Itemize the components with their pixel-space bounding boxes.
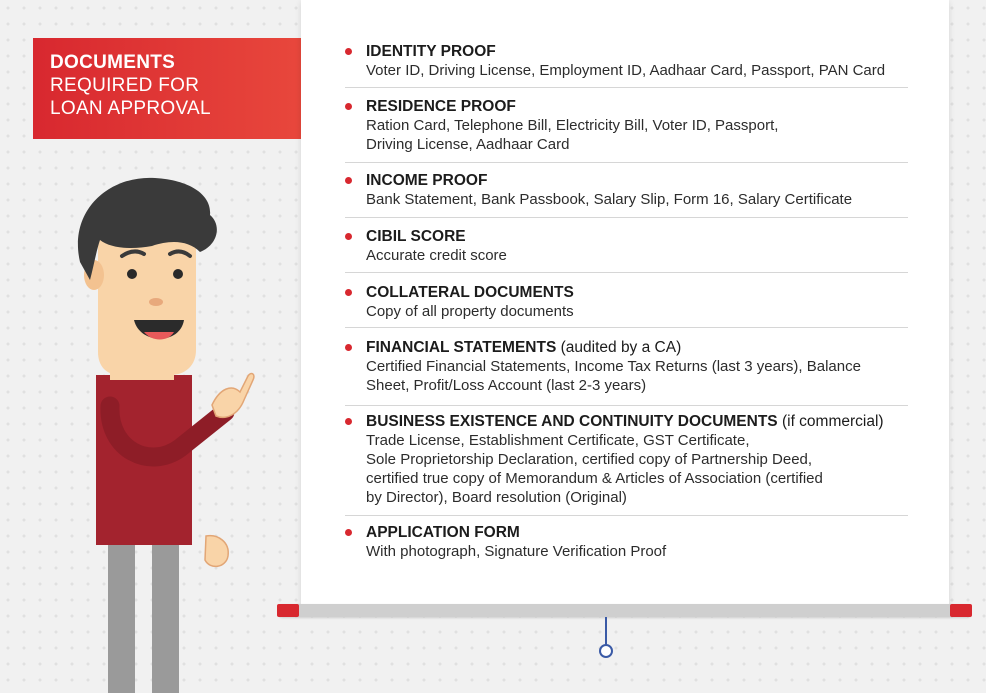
item-title-suffix: (if commercial) (777, 413, 884, 430)
item-title: RESIDENCE PROOF (366, 98, 516, 115)
banner-line-3: LOAN APPROVAL (50, 98, 211, 119)
item-description: Voter ID, Driving License, Employment ID, Aadhaar Card, Passport, PAN Card (366, 62, 886, 79)
cartoon-man-pointing-icon (60, 170, 260, 693)
item-title: APPLICATION FORM (366, 524, 520, 541)
bullet-icon (345, 289, 352, 296)
list-item-cibil-score (345, 227, 910, 265)
bullet-icon (345, 418, 352, 425)
pull-ring-icon (599, 644, 613, 658)
item-title: COLLATERAL DOCUMENTS (366, 284, 574, 301)
item-title: FINANCIAL STATEMENTS (366, 339, 557, 356)
banner-line-1: DOCUMENTS (50, 52, 176, 73)
divider (345, 162, 908, 163)
item-description: Ration Card, Telephone Bill, Electricity Bill, Voter ID, Passport, Driving License, Aadhaar Card (366, 117, 779, 153)
divider (345, 327, 908, 328)
bullet-icon (345, 233, 352, 240)
item-description: With photograph, Signature Verification Proof (366, 543, 667, 560)
list-item-income-proof (345, 171, 910, 209)
divider (345, 87, 908, 88)
divider (345, 217, 908, 218)
bar-cap-left (277, 604, 299, 617)
list-item-residence-proof (345, 97, 910, 154)
item-title: BUSINESS EXISTENCE AND CONTINUITY DOCUMENTS (366, 413, 778, 430)
item-title: CIBIL SCORE (366, 228, 466, 245)
item-description: Certified Financial Statements, Income Tax Returns (last 3 years), Balance Sheet, Profit/Loss Account (last 2-3 years) (366, 358, 861, 394)
title-banner (33, 38, 301, 139)
item-title: INCOME PROOF (366, 172, 488, 189)
list-item-identity-proof (345, 42, 910, 80)
list-item-collateral-documents (345, 283, 910, 321)
bullet-icon (345, 177, 352, 184)
item-title-suffix: (audited by a CA) (556, 339, 682, 356)
bullet-icon (345, 103, 352, 110)
board-bottom-bar (280, 604, 970, 617)
bullet-icon (345, 529, 352, 536)
bar-cap-right (950, 604, 972, 617)
list-item-business-existence (345, 412, 910, 507)
pull-string (605, 617, 607, 645)
item-description: Bank Statement, Bank Passbook, Salary Slip, Form 16, Salary Certificate (366, 191, 853, 208)
item-description: Accurate credit score (366, 247, 507, 264)
item-description: Trade License, Establishment Certificate, GST Certificate, Sole Proprietorship Declaration, certified copy of Partnership Deed, certified true copy of Memorandum & Articles of Association (certified by Director), Board resolution (Original) (366, 432, 823, 506)
divider (345, 515, 908, 516)
divider (345, 405, 908, 406)
divider (345, 272, 908, 273)
list-item-application-form (345, 523, 910, 561)
list-item-financial-statements (345, 338, 910, 395)
item-title: IDENTITY PROOF (366, 43, 496, 60)
bullet-icon (345, 48, 352, 55)
banner-line-2: REQUIRED FOR (50, 75, 200, 96)
bullet-icon (345, 344, 352, 351)
item-description: Copy of all property documents (366, 303, 574, 320)
